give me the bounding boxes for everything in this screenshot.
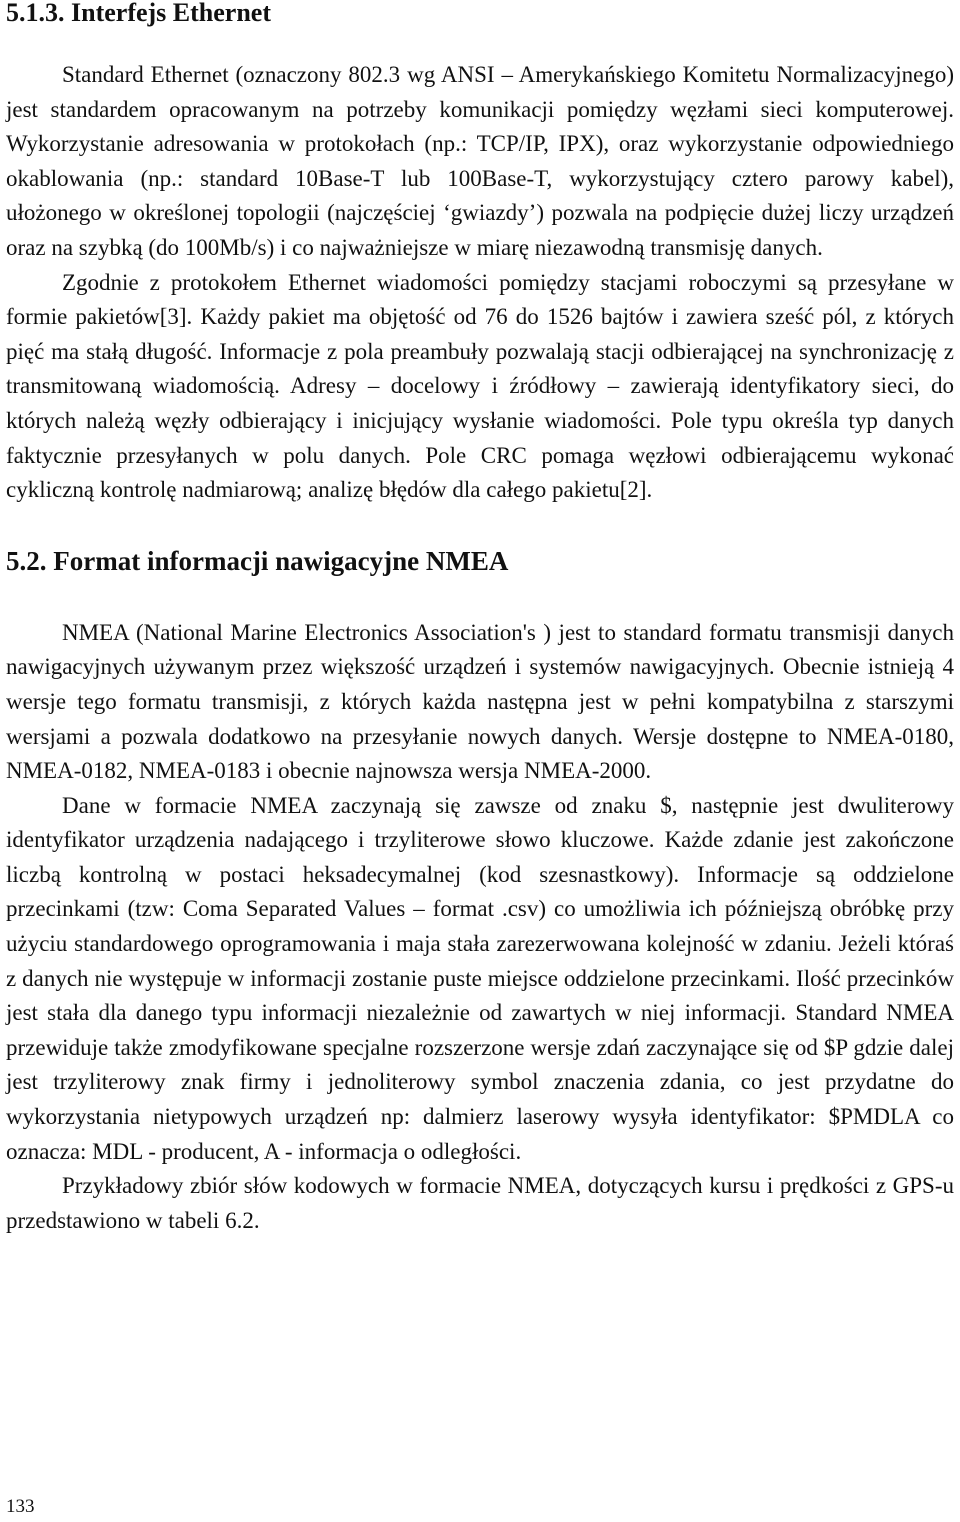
paragraph-nmea-standard: NMEA (National Marine Electronics Association's ) jest to standard formatu transmisji danych nawigacyjnych używanym przez większość urządzeń i systemów nawigacyjnych. Obecnie istnieją 4 wersje tego formatu transmisji, z których każda następna jest w pełni kompatybilna z starszymi wersjami a pozwala dodatkowo na przesyłanie nowych danych. Wersje dostępne to NMEA-0180, NMEA-0182, NMEA-0183 i obecnie najnowsza wersja NMEA-2000. [6,619,954,784]
document-page [6,0,954,1238]
section-heading-nmea: 5.2. Format informacji nawigacyjne NMEA [6,545,509,576]
section-heading-ethernet: 5.1.3. Interfejs Ethernet [6,0,271,27]
paragraph-nmea-example: Przykładowy zbiór słów kodowych w formacie NMEA, dotyczących kursu i prędkości z GPS-u przedstawiono w tabeli 6.2. [6,1173,954,1233]
section-body-nmea [6,616,954,1239]
section-body-ethernet [6,58,954,508]
paragraph-ethernet-standard: Standard Ethernet (oznaczony 802.3 wg ANSI – Amerykańskiego Komitetu Normalizacyjnego) jest standardem opracowanym na potrzeby komunikacji pomiędzy węzłami sieci komputerowej. Wykorzystanie adresowania w protokołach (np.: TCP/IP, IPX), oraz wykorzystanie odpowiedniego okablowania (np.: standard 10Base-T lub 100Base-T, wykorzystujący cztero parowy kabel), ułożonego w określonej topologii (najczęściej ‘gwiazdy’) pozwala na podpięcie dużej liczy urządzeń oraz na szybką (do 100Mb/s) i co najważniejsze w miarę niezawodną transmisję danych. [6,62,954,260]
page-number: 133 [6,1496,35,1517]
paragraph-nmea-data-format: Dane w formacie NMEA zaczynają się zawsze od znaku $, następnie jest dwuliterowy identyfikator urządzenia nadającego i trzyliterowe słowo kluczowe. Każde zdanie jest zakończone liczbą kontrolną w postaci heksadecymalnej (kod szesnastkowy). Informacje są oddzielone przecinkami (tzw: Coma Separated Values – format .csv) co umożliwia ich późniejszą obróbkę przy użyciu standardowego oprogramowania i maja stała zarezerwowana kolejność w zdaniu. Jeżeli któraś z danych nie występuje w informacji zostanie puste miejsce oddzielone przecinkami. Ilość przecinków jest stała dla danego typu informacji niezależnie od zawartych w niej informacji. Standard NMEA przewiduje także zmodyfikowane specjalne rozszerzone wersje zdań zaczynające się od $P gdzie dalej jest trzyliterowy znak firmy i jednoliterowy symbol znaczenia zdania, co jest przydatne do wykorzystania nietypowych urządzeń np: dalmierz laserowy wysyła identyfikator: $PMDLA co oznacza: MDL - producent, A - informacja o odległości. [6,792,954,1164]
paragraph-ethernet-packets: Zgodnie z protokołem Ethernet wiadomości pomiędzy stacjami roboczymi są przesyłane w formie pakietów[3]. Każdy pakiet ma objętość od 76 do 1526 bajtów i zawiera sześć pól, z których pięć ma stałą długość. Informacje z pola preambuły pozwalają stacji odbierającej na synchronizację z transmitowaną wiadomością. Adresy – docelowy i źródłowy – zawierają identyfikatory sieci, do których należą węzły odbierający i inicjujący wysłanie wiadomości. Pole typu określa typ danych faktycznie przesyłanych w polu danych. Pole CRC pomaga węzłowi odbierającemu wykonać cykliczną kontrolę nadmiarową; analizę błędów dla całego pakietu[2]. [6,269,954,503]
